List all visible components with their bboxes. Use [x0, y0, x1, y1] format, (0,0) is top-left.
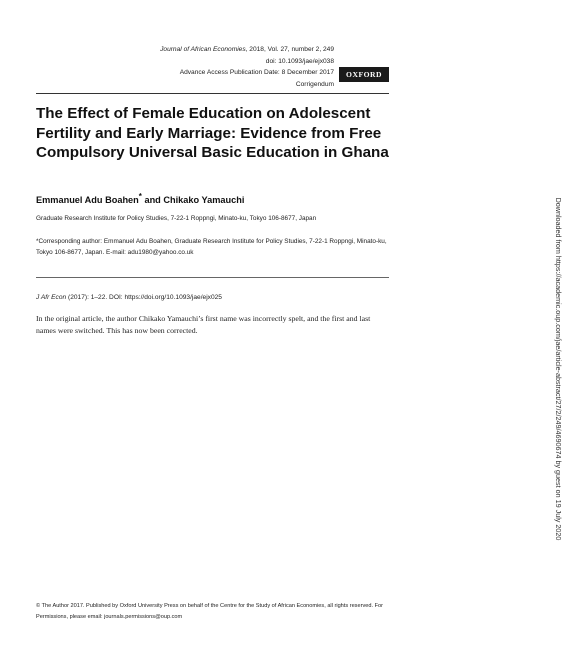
corrigendum-text: In the original article, the author Chikako Yamauchi’s first name was incorrectly spelt, and the first and last names were switched. This has now been corrected. [36, 314, 371, 335]
oxford-logo: OXFORD [339, 67, 389, 82]
header-divider [36, 93, 389, 94]
article-title: The Effect of Female Education on Adolescent Fertility and Early Marriage: Evidence from Free Compulsory Universal Basic Education in Ghana [36, 105, 389, 161]
journal-name: Journal of African Economies [160, 46, 246, 53]
advance-access-line: Advance Access Publication Date: 8 December 2017 [179, 69, 334, 77]
article-type: Corrigendum [295, 80, 334, 88]
author-line [36, 192, 244, 205]
copyright-notice: © The Author 2017. Published by Oxford University Press on behalf of the Centre for the Study of African Economies, all rights reserved. For Permissions, please email: journals.permissions@oup.com [36, 603, 383, 620]
author-separator: and [141, 195, 164, 206]
corresponding-author: *Corresponding author: Emmanuel Adu Boahen, Graduate Research Institute for Policy Studies, 7-22-1 Roppngi, Minato-ku, Tokyo 106-8677, Japan. E-mail: adu1980@yahoo.co.uk [36, 238, 387, 256]
author-1: Emmanuel Adu Boahen [36, 195, 139, 206]
citation-details: (2017): 1–22. DOI: https://doi.org/10.1093/jae/ejx025 [66, 294, 222, 301]
journal-header [160, 44, 334, 90]
corresponding-mark: * [138, 192, 142, 201]
author-2: Chikako Yamauchi [163, 195, 245, 206]
affiliation: Graduate Research Institute for Policy Studies, 7-22-1 Roppngi, Minato-ku, Tokyo 106-8677, Japan [36, 215, 317, 222]
volume-info: , 2018, Vol. 27, number 2, 249 [245, 46, 334, 53]
citation [36, 294, 222, 301]
doi-line: doi: 10.1093/jae/ejx038 [265, 57, 334, 65]
section-divider [36, 277, 389, 278]
citation-journal: J Afr Econ [36, 294, 67, 301]
journal-info-line [160, 44, 334, 56]
download-watermark: Downloaded from https://academic.oup.com/jae/article-abstract/27/2/249/4690674 by guest on 19 July 2020 [554, 197, 563, 541]
